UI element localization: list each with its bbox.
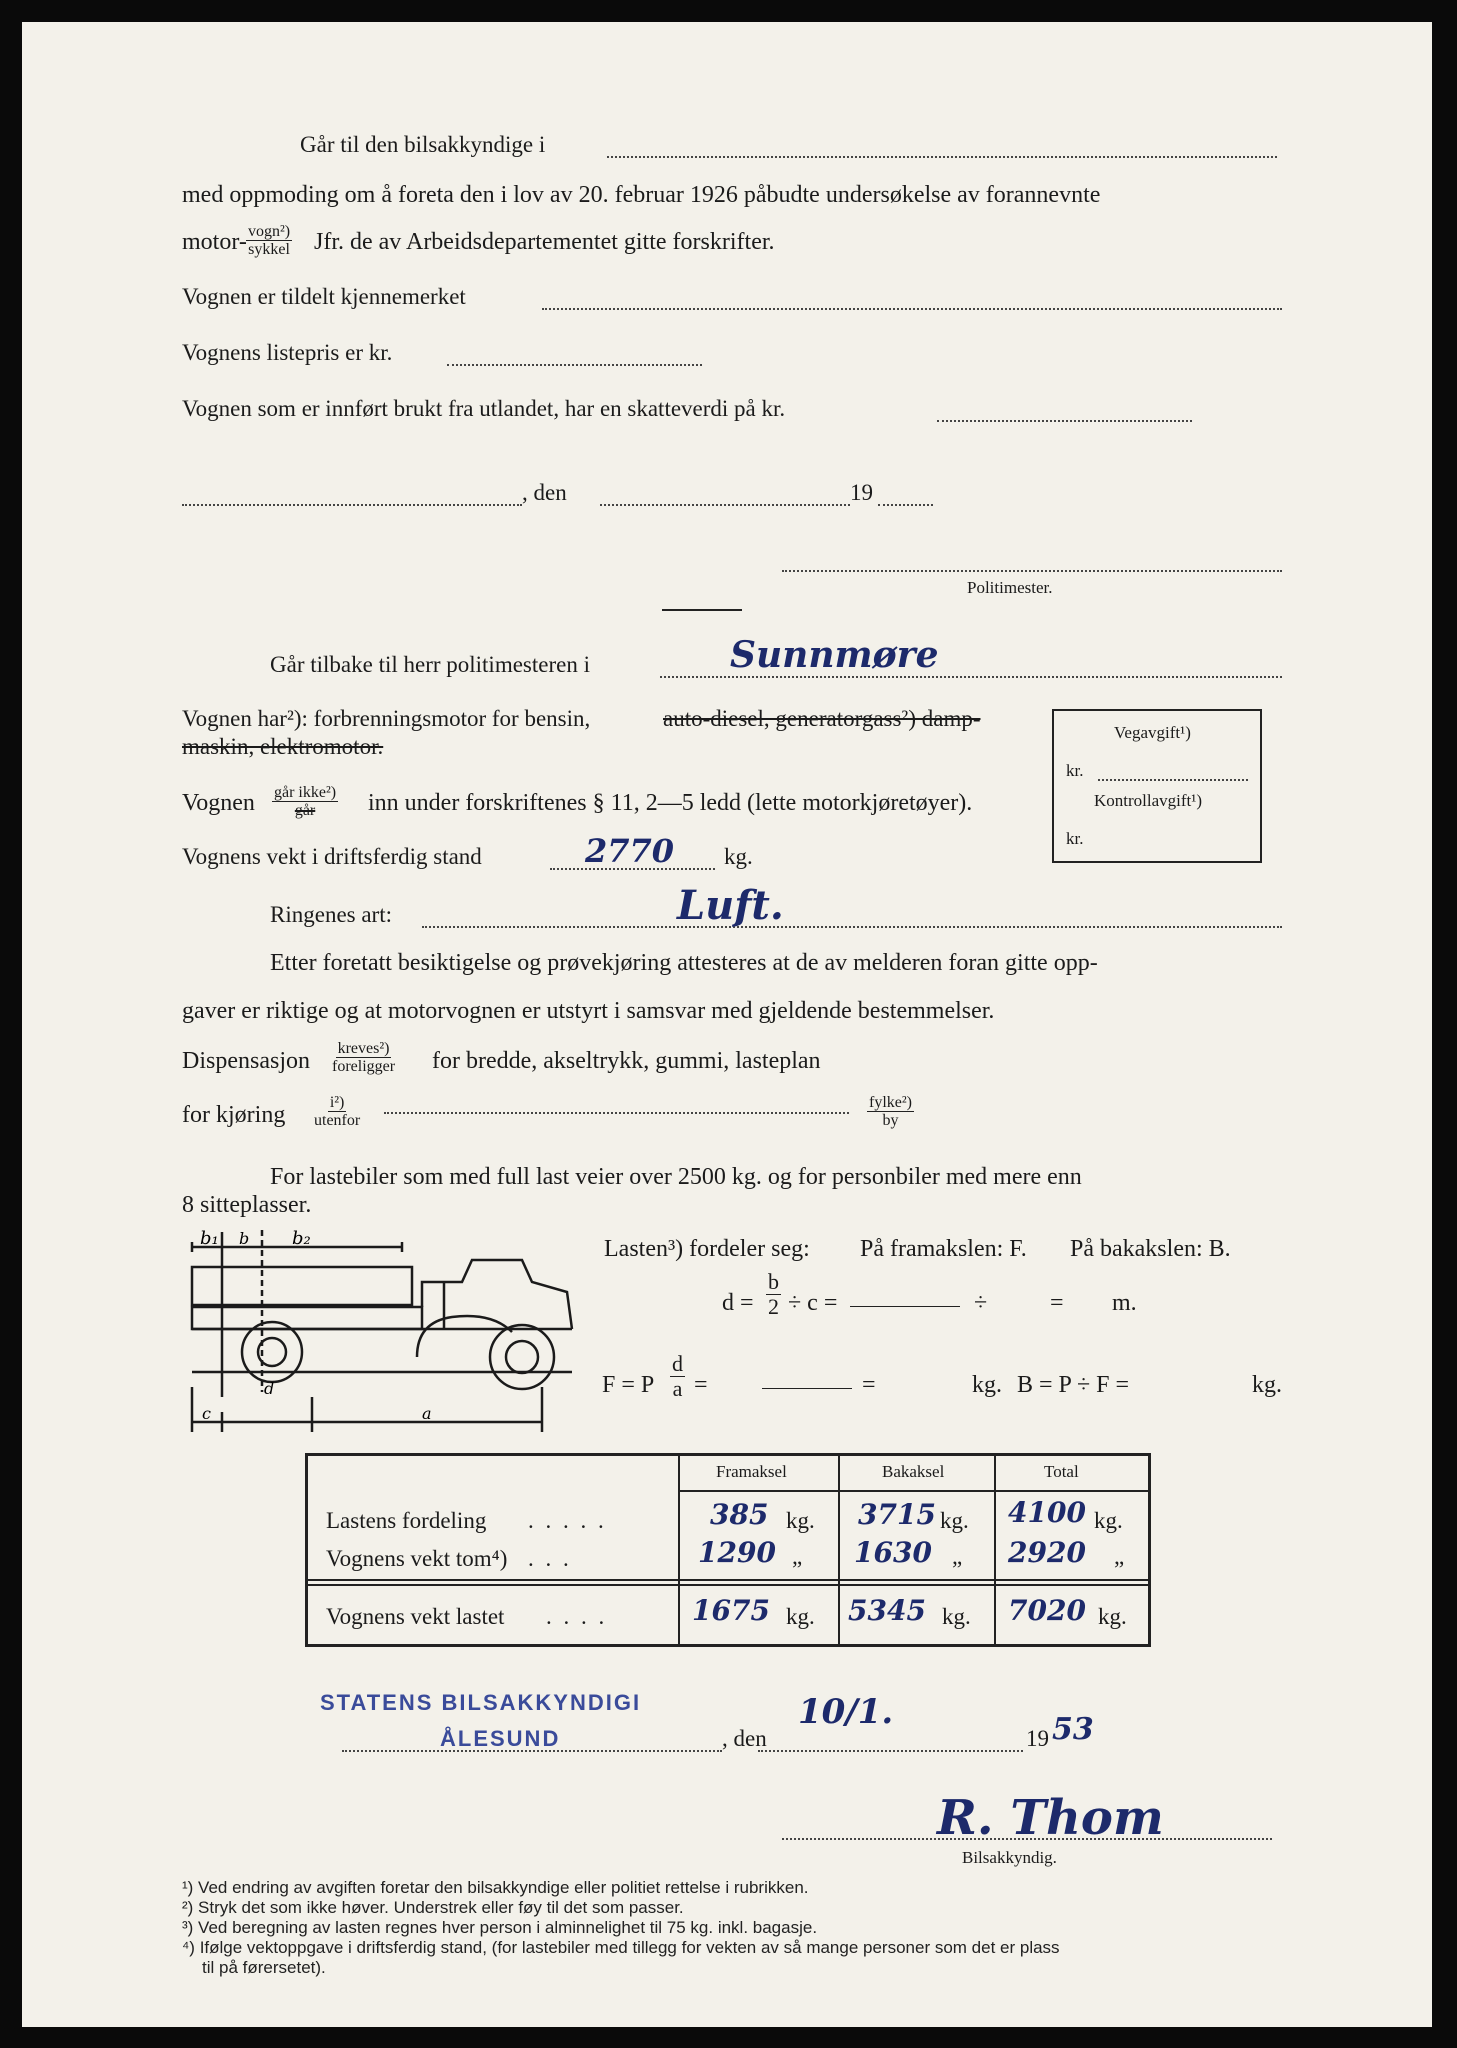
signature-date-field[interactable]	[758, 1750, 1023, 1752]
row-loaded-label: Vognens vekt lastet	[326, 1604, 505, 1629]
police-district-hand: Sunnmøre	[730, 634, 939, 676]
list-price-label: Vognens listepris er kr.	[182, 340, 393, 365]
road-tax-label: Vegavgift¹)	[1114, 723, 1191, 742]
rear-axle-label: På bakakslen: B.	[1070, 1236, 1231, 1262]
county-fraction	[867, 1094, 914, 1129]
engine-label: Vognen har²): forbrenningsmotor for bensin,	[182, 706, 591, 731]
row-loaded-rear-unit: kg.	[942, 1604, 971, 1629]
weight-hand: 2770	[585, 832, 675, 870]
footnote-4: ⁴) Ifølge vektoppgave i driftsferdig stand, (for lastebiler med tillegg for vekten av så mange personer som det er plass	[182, 1938, 1060, 1957]
goes-fraction-num: går ikke²)	[274, 784, 337, 801]
diagram-label-a: a	[422, 1404, 432, 1423]
weight-table	[305, 1453, 1151, 1647]
row-load-rear-unit: kg.	[940, 1508, 969, 1533]
drive-fraction-den: utenfor	[314, 1112, 361, 1129]
row-load-total-unit: kg.	[1094, 1508, 1123, 1533]
fee-box	[1052, 709, 1262, 863]
row-loaded-dots: . . . .	[546, 1604, 608, 1629]
row-empty-dots: . . .	[528, 1546, 572, 1571]
formula-d-div: ÷	[974, 1290, 988, 1316]
header-rear: Bakaksel	[882, 1462, 945, 1481]
goes-to-label: Går til den bilsakkyndige i	[300, 132, 546, 157]
footnote-4-cont: til på førersetet).	[202, 1958, 326, 1977]
control-fee-label: Kontrollavgift¹)	[1094, 791, 1203, 810]
signature-year-prefix: 19	[1026, 1726, 1049, 1751]
section-divider	[662, 609, 742, 611]
row-loaded-front-unit: kg.	[786, 1604, 815, 1629]
reg-mark-field[interactable]	[542, 308, 1282, 310]
motor-fraction	[246, 223, 292, 258]
date-year-field[interactable]	[878, 504, 933, 506]
header-front: Framaksel	[716, 1462, 787, 1481]
row-load-rear: 3715	[858, 1498, 936, 1531]
formula-f-den: a	[672, 1376, 683, 1401]
row-empty-front-unit: „	[792, 1544, 803, 1569]
road-tax-field[interactable]	[1098, 779, 1248, 781]
row-loaded-total-unit: kg.	[1098, 1604, 1127, 1629]
row-loaded-rear: 5345	[848, 1594, 926, 1627]
formula-d-right: ÷ c =	[788, 1290, 838, 1316]
diagram-label-b: b	[239, 1229, 250, 1248]
drive-area-field[interactable]	[384, 1112, 849, 1114]
road-tax-kr: kr.	[1066, 761, 1084, 780]
motor-rest: Jfr. de av Arbeidsdepartementet gitte forskrifter.	[314, 229, 775, 255]
formula-d-left: d =	[722, 1290, 754, 1316]
county-fraction-den: by	[882, 1112, 899, 1129]
date-place-field[interactable]	[182, 504, 522, 506]
formula-f-left: F = P	[602, 1372, 655, 1398]
footnote-3: ³) Ved beregning av lasten regnes hver person i alminnelighet til 75 kg. inkl. bagasje.	[182, 1918, 818, 1937]
formula-d-unit: m.	[1112, 1290, 1137, 1316]
drive-label: for kjøring	[182, 1102, 286, 1128]
date-den: , den	[522, 480, 567, 505]
diagram-label-c: c	[202, 1404, 211, 1423]
disp-fraction-den: foreligger	[332, 1058, 396, 1075]
trucks-line-2: 8 sitteplasser.	[182, 1192, 312, 1218]
motor-prefix: motor-	[182, 229, 247, 255]
motor-fraction-den: sykkel	[248, 241, 290, 258]
signature-place-field[interactable]	[342, 1750, 722, 1752]
tyres-label: Ringenes art:	[270, 902, 392, 927]
header-total: Total	[1044, 1462, 1079, 1481]
attest-line-1: Etter foretatt besiktigelse og prøvekjøring attesteres at de av melderen foran gitte opp-	[270, 950, 1098, 976]
row-empty-label: Vognens vekt tom⁴)	[326, 1546, 508, 1571]
formula-b-unit: kg.	[1252, 1372, 1282, 1398]
formula-d-eq: =	[1050, 1290, 1064, 1316]
import-value-label: Vognen som er innført brukt fra utlandet, har en skatteverdi på kr.	[182, 396, 786, 421]
goes-back-label: Går tilbake til herr politimesteren i	[270, 652, 590, 677]
row-empty-total-unit: „	[1114, 1544, 1125, 1569]
goes-fraction	[272, 784, 338, 819]
formula-b: B = P ÷ F =	[1017, 1372, 1130, 1398]
formula-f-fraction	[670, 1352, 685, 1401]
diagram-label-b2: b₂	[292, 1228, 311, 1249]
row-empty-front: 1290	[698, 1536, 776, 1569]
reg-mark-label: Vognen er tildelt kjennemerket	[182, 284, 466, 309]
formula-d-num: b	[768, 1269, 779, 1294]
goes-rest: inn under forskriftenes § 11, 2—5 ledd (lette motorkjøretøyer).	[368, 790, 973, 816]
row-load-label: Lastens fordeling	[326, 1508, 487, 1533]
control-fee-kr: kr.	[1066, 829, 1084, 848]
disp-rest: for bredde, akseltrykk, gummi, lasteplan	[432, 1048, 821, 1074]
formula-f-eq-2: =	[862, 1372, 876, 1398]
diagram-label-d: d	[264, 1379, 275, 1398]
row-load-dots: . . . . .	[528, 1508, 607, 1533]
motor-fraction-num: vogn²)	[248, 223, 291, 240]
signature-den: , den	[722, 1726, 767, 1751]
county-fraction-num: fylke²)	[869, 1094, 912, 1111]
footnote-2: ²) Stryk det som ikke høver. Understrek eller føy til det som passer.	[182, 1898, 684, 1917]
signature-hand: R. Thom	[937, 1790, 1164, 1846]
row-loaded-total: 7020	[1008, 1594, 1086, 1627]
disp-label: Dispensasjon	[182, 1048, 310, 1074]
row-empty-rear-unit: „	[952, 1544, 963, 1569]
row-load-front: 385	[710, 1498, 769, 1531]
stamp-line-2: ÅLESUND	[440, 1726, 561, 1751]
load-dist-label: Lasten³) fordeler seg:	[604, 1236, 810, 1262]
engine-struck-2: maskin, elektromotor.	[182, 734, 384, 759]
drive-fraction	[312, 1094, 362, 1129]
row-loaded-front: 1675	[692, 1594, 770, 1627]
signature-line[interactable]	[782, 1838, 1272, 1840]
row-empty-total: 2920	[1008, 1536, 1086, 1569]
police-signature-field[interactable]	[782, 570, 1282, 572]
diagram-label-b1: b₁	[200, 1228, 219, 1249]
formula-d-fraction	[766, 1270, 781, 1319]
signature-year-hand: 53	[1052, 1712, 1094, 1747]
form-sheet	[22, 22, 1432, 2027]
row-load-front-unit: kg.	[786, 1508, 815, 1533]
row-empty-rear: 1630	[854, 1536, 932, 1569]
drive-fraction-num: i²)	[329, 1094, 345, 1111]
attest-line-2: gaver er riktige og at motorvognen er utstyrt i samsvar med gjeldende bestemmelser.	[182, 998, 995, 1024]
police-district-field[interactable]	[660, 676, 1282, 678]
disp-fraction-num: kreves²)	[337, 1040, 390, 1057]
formula-f-blank[interactable]	[762, 1388, 852, 1389]
row-load-total: 4100	[1008, 1496, 1086, 1529]
formula-d-den: 2	[768, 1294, 779, 1319]
weight-unit: kg.	[724, 844, 753, 869]
truck-diagram	[182, 1222, 582, 1442]
bilsakkyndig-place-field[interactable]	[607, 156, 1277, 158]
trucks-line-1: For lastebiler som med full last veier over 2500 kg. og for personbiler med mere enn	[270, 1164, 1082, 1190]
police-chief-label: Politimester.	[967, 578, 1053, 597]
weight-label: Vognens vekt i driftsferdig stand	[182, 844, 482, 869]
date-day-field[interactable]	[600, 504, 850, 506]
tyres-hand: Luft.	[677, 882, 784, 929]
vognen-label: Vognen	[182, 790, 255, 816]
front-axle-label: På framakslen: F.	[860, 1236, 1027, 1262]
signature-date-hand: 10/1.	[798, 1692, 894, 1732]
list-price-field[interactable]	[447, 364, 702, 366]
request-line: med oppmoding om å foreta den i lov av 20. februar 1926 påbudte undersøkelse av forannevnte	[182, 182, 1101, 208]
date-year-prefix: 19	[850, 480, 873, 505]
import-value-field[interactable]	[937, 420, 1192, 422]
tyres-field[interactable]	[422, 926, 1282, 928]
formula-f-unit: kg.	[972, 1372, 1002, 1398]
signature-title: Bilsakkyndig.	[962, 1848, 1057, 1867]
formula-f-eq: =	[694, 1372, 708, 1398]
stamp-line-1: STATENS BILSAKKYNDIGI	[320, 1690, 642, 1715]
engine-struck-1: auto-diesel, generatorgass²) damp-	[663, 706, 981, 731]
disp-fraction	[330, 1040, 397, 1075]
goes-fraction-den: går	[294, 802, 316, 819]
footnote-1: ¹) Ved endring av avgiften foretar den bilsakkyndige eller politiet rettelse i rubrikken.	[182, 1878, 809, 1897]
formula-f-num: d	[672, 1351, 683, 1376]
formula-d-blank-1[interactable]	[850, 1306, 960, 1307]
